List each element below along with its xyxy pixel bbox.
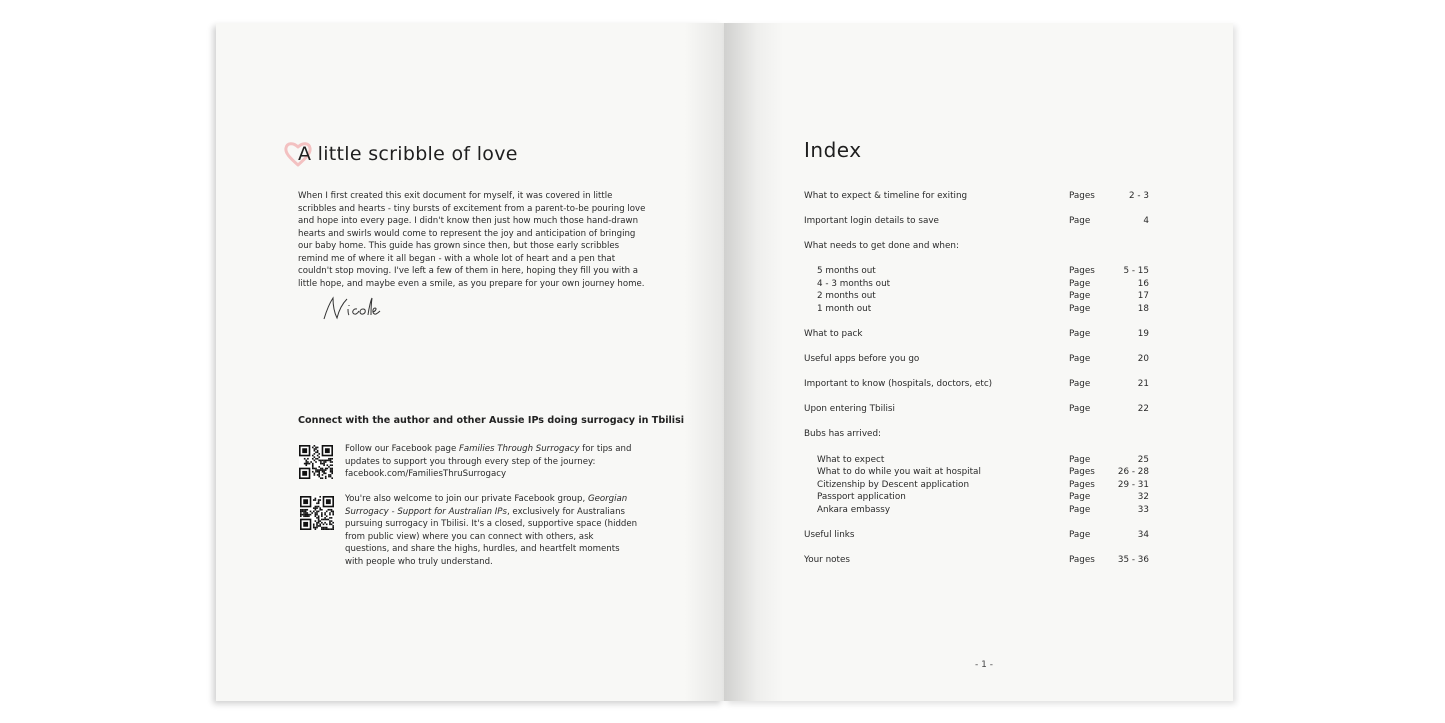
index-entry-page-number: 2 - 3 <box>1129 191 1149 201</box>
signature <box>321 295 381 321</box>
index-entry-page-word: Page <box>1069 291 1091 301</box>
index-entry-page-number: 26 - 28 <box>1117 467 1149 477</box>
index-entry-label: What to pack <box>804 329 863 339</box>
index-entry-page-word: Page <box>1069 329 1091 339</box>
index-entry-page-word: Page <box>1069 379 1091 389</box>
index-entry-page-number: 19 <box>1137 329 1149 339</box>
page-title: A little scribble of love <box>298 143 518 165</box>
index-entry-label: 2 months out <box>817 291 876 301</box>
index-entry-page-word: Page <box>1069 505 1091 515</box>
index-entry-label: Passport application <box>817 492 906 502</box>
index-entry-label: What needs to get done and when: <box>804 241 959 251</box>
index-title: Index <box>804 138 862 162</box>
index-entry-page-number: 32 <box>1137 492 1149 502</box>
index-entry-label: What to do while you wait at hospital <box>817 467 981 477</box>
index-entry-page-number: 5 - 15 <box>1123 266 1149 276</box>
index-entry-label: 5 months out <box>817 266 876 276</box>
index-entry-page-word: Pages <box>1069 480 1095 490</box>
index-entry-label: 4 - 3 months out <box>817 279 891 289</box>
facebook-page-text: Follow our Facebook page Families Through Surrogacy for tips and updates to support you through every step of the journey: facebook.com/FamiliesThruSurrogacy <box>345 444 632 479</box>
index-entry-page-word: Page <box>1069 455 1091 465</box>
index-entry-label: Citizenship by Descent application <box>817 480 970 490</box>
index-entry-page-word: Pages <box>1069 266 1095 276</box>
index-entry-page-number: 25 <box>1137 455 1149 465</box>
index-entry-page-word: Page <box>1069 279 1091 289</box>
index-entry-page-word: Page <box>1069 304 1091 314</box>
facebook-group-name: Georgian Surrogacy - Support for Australian IPs <box>345 494 628 517</box>
intro-paragraph: When I first created this exit document for myself, it was covered in little scribbles and hearts - tiny bursts of excitement from a parent-to-be pouring love and hope into every page. I didn't know then just how much those hand-drawn hearts and swirls would come to represent the joy and anticipation of bringing our baby home. This guide has grown since then, but those early scribbles remind me of where it all began - with a whole lot of heart and a pen that couldn't stop moving. I've left a few of them in here, hoping they fill you with a little hope, and maybe even a smile, as you prepare for your own journey home. <box>298 191 646 289</box>
index-entry-page-word: Pages <box>1069 191 1095 201</box>
index-entry-label: What to expect & timeline for exiting <box>804 191 968 201</box>
index-entry-page-word: Pages <box>1069 467 1095 477</box>
index-entry-page-word: Pages <box>1069 555 1095 565</box>
index-entry-page-word: Page <box>1069 404 1091 414</box>
index-entry-page-word: Page <box>1069 530 1091 540</box>
index-entry-label: Useful apps before you go <box>804 354 920 364</box>
index-entry-page-word: Page <box>1069 492 1091 502</box>
right-page <box>724 23 1233 701</box>
index-entry-page-word: Page <box>1069 354 1091 364</box>
facebook-page-name: Families Through Surrogacy <box>458 444 580 454</box>
index-entry-label: Your notes <box>804 555 850 565</box>
index-entry-page-number: 17 <box>1137 291 1149 301</box>
index-entry-page-number: 16 <box>1137 279 1149 289</box>
index-entry-label: Ankara embassy <box>817 505 891 515</box>
index-entry-label: Bubs has arrived: <box>804 429 881 439</box>
page-number: - 1 - <box>975 660 993 670</box>
left-page <box>216 23 724 701</box>
index-entry-label: Important to know (hospitals, doctors, etc) <box>804 379 993 389</box>
index-entry-label: What to expect <box>817 455 885 465</box>
index-entry-page-number: 34 <box>1137 530 1149 540</box>
index-entry-page-number: 18 <box>1137 304 1149 314</box>
qr-code-icon <box>300 496 334 530</box>
index-entry-label: Upon entering Tbilisi <box>804 404 895 414</box>
connect-heading: Connect with the author and other Aussie IPs doing surrogacy in Tbilisi <box>298 415 685 426</box>
index-entry-page-number: 29 - 31 <box>1117 480 1149 490</box>
index-entry-page-number: 20 <box>1137 354 1149 364</box>
index-entry-label: Useful links <box>804 530 855 540</box>
index-entry-page-number: 33 <box>1137 505 1149 515</box>
index-entry-page-word: Page <box>1069 216 1091 226</box>
facebook-group-text: You're also welcome to join our private Facebook group, Georgian Surrogacy - Support for Australian IPs, exclusively for Australians pursuing surrogacy in Tbilisi. It's a closed, supportive space (hidden from public view) where you can connect with others, ask questions, and share the highs, hurdles, and heartfelt moments with people who truly understand. <box>345 494 638 567</box>
index-entry-label: 1 month out <box>817 304 872 314</box>
index-entry-page-number: 22 <box>1137 404 1149 414</box>
qr-code-icon <box>299 445 333 479</box>
index-entry-label: Important login details to save <box>804 216 939 226</box>
index-entry-page-number: 4 <box>1143 216 1149 226</box>
index-entry-page-number: 21 <box>1137 379 1149 389</box>
index-entry-page-number: 35 - 36 <box>1117 555 1149 565</box>
